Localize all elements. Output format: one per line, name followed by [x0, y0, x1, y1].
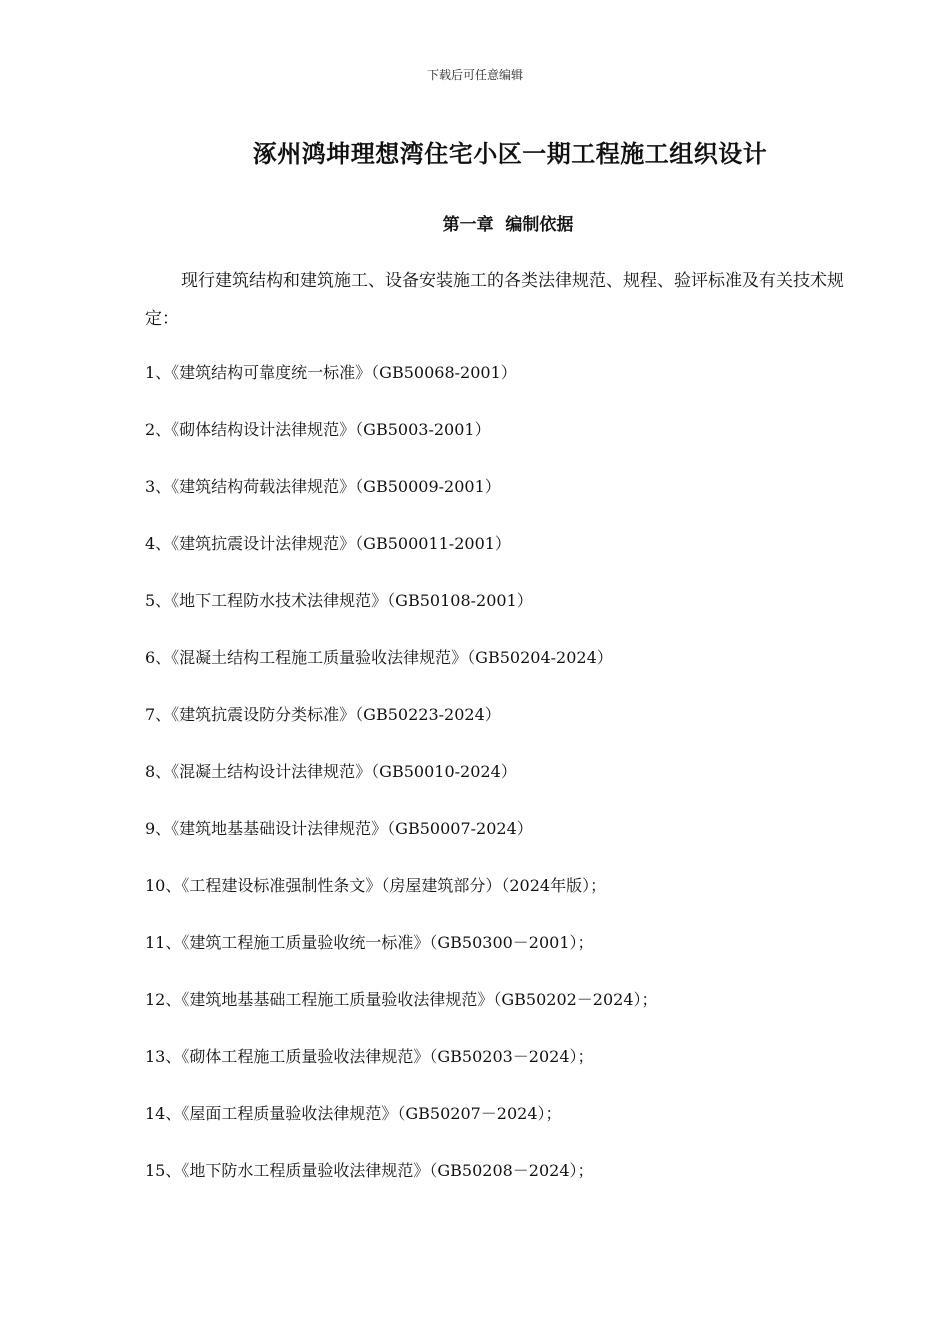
reference-item: 13、《砌体工程施工质量验收法律规范》（GB50203－2024）； [145, 1047, 594, 1066]
header-note: 下载后可任意编辑 [426, 68, 523, 82]
reference-item: 9、《建筑地基基础设计法律规范》（GB50007-2024） [145, 819, 533, 838]
reference-item: 12、《建筑地基基础工程施工质量验收法律规范》（GB50202－2024）； [145, 990, 658, 1009]
reference-item: 11、《建筑工程施工质量验收统一标准》（GB50300－2001）； [145, 933, 594, 952]
reference-item: 15、《地下防水工程质量验收法律规范》（GB50208－2024）； [145, 1161, 594, 1180]
reference-item: 8、《混凝土结构设计法律规范》（GB50010-2024） [145, 762, 517, 781]
intro-paragraph: 现行建筑结构和建筑施工、设备安装施工的各类法律规范、规程、验评标准及有关技术规定： [145, 271, 844, 329]
reference-item: 7、《建筑抗震设防分类标准》（GB50223-2024） [145, 705, 501, 724]
reference-item: 3、《建筑结构荷载法律规范》（GB50009-2001） [145, 477, 501, 496]
document-title: 涿州鸿坤理想湾住宅小区一期工程施工组织设计 [252, 139, 768, 168]
reference-item: 14、《屋面工程质量验收法律规范》（GB50207－2024）； [145, 1104, 562, 1123]
reference-list [145, 362, 865, 1217]
reference-item: 10、《工程建设标准强制性条文》（房屋建筑部分）（2024年版）； [145, 876, 607, 895]
reference-item: 1、《建筑结构可靠度统一标准》（GB50068-2001） [145, 363, 517, 382]
reference-item: 2、《砌体结构设计法律规范》（GB5003-2001） [145, 420, 491, 439]
reference-item: 6、《混凝土结构工程施工质量验收法律规范》（GB50204-2024） [145, 648, 613, 667]
chapter-title: 第一章 编制依据 [442, 215, 574, 235]
reference-item: 5、《地下工程防水技术法律规范》（GB50108-2001） [145, 591, 533, 610]
reference-item: 4、《建筑抗震设计法律规范》（GB500011-2001） [145, 534, 511, 553]
